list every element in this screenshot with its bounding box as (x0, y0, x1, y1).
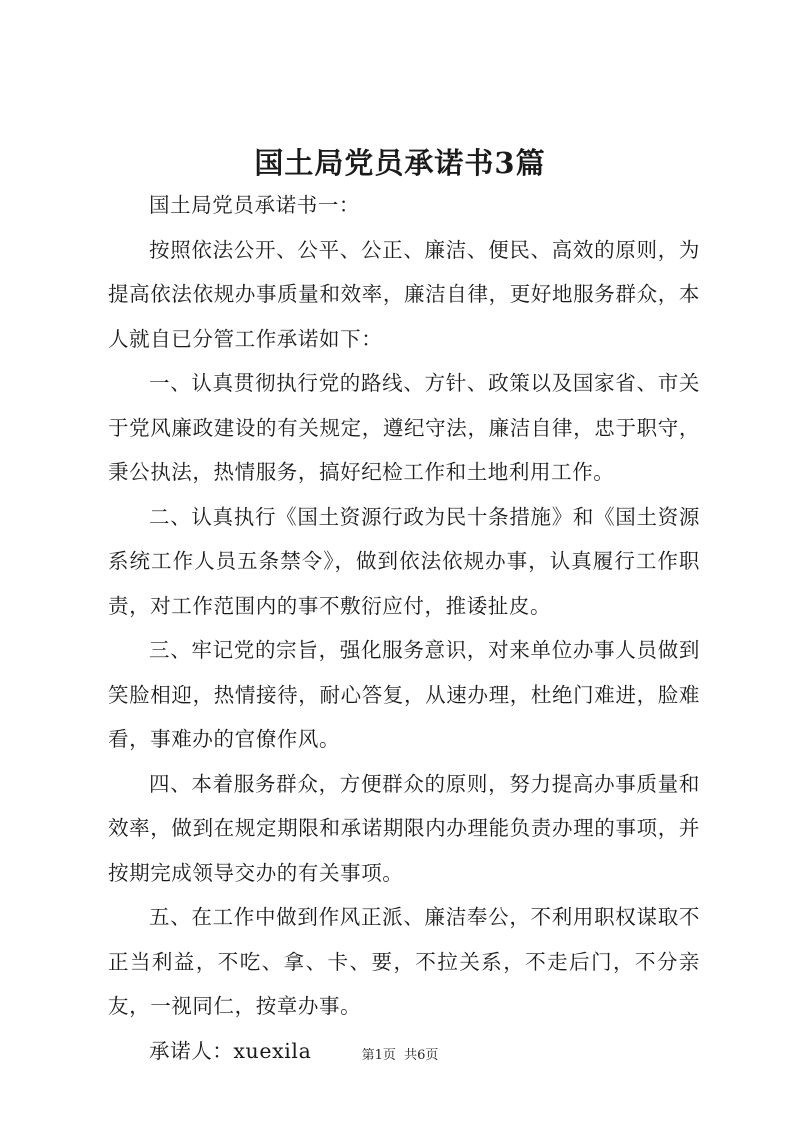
paragraph-heading: 国土局党员承诺书一： (149, 193, 360, 217)
paragraph-item-1: 一、认真贯彻执行党的路线、方针、政策以及国家省、市关于党风廉政建设的有关规定，遵纪守法，廉洁自律，忠于职守，秉公执法，热情服务，搞好纪检工作和土地利用工作。 (108, 371, 700, 484)
page-total: 共6页 (404, 1048, 439, 1063)
paragraph-item-4: 四、本着服务群众，方便群众的原则，努力提高办事质量和效率，做到在规定期限和承诺期限内办理能负责办理的事项，并按期完成领导交办的有关事项。 (108, 771, 700, 885)
document-body (108, 183, 700, 1073)
document-title: 国土局党员承诺书3篇 (254, 146, 546, 180)
paragraph-intro: 按照依法公开、公平、公正、廉洁、便民、高效的原则，为提高依法依规办事质量和效率，廉洁自律，更好地服务群众，本人就自已分管工作承诺如下： (108, 237, 700, 351)
paragraph-item-2: 二、认真执行《国土资源行政为民十条措施》和《国土资源系统工作人员五条禁令》，做到依法依规办事，认真履行工作职责，对工作范围内的事不敷衍应付，推诿扯皮。 (108, 504, 700, 618)
paragraph-item-3: 三、牢记党的宗旨，强化服务意识，对来单位办事人员做到笑脸相迎，热情接待，耐心答复，从速办理，杜绝门难进，脸难看，事难办的官僚作风。 (108, 638, 700, 751)
paragraph-item-5: 五、在工作中做到作风正派、廉洁奉公，不利用职权谋取不正当利益，不吃、拿、卡、要，不拉关系，不走后门，不分亲友，一视同仁，按章办事。 (108, 905, 700, 1018)
signature-line: 承诺人：xuexila (149, 1038, 312, 1063)
page-number: 第1页 (361, 1048, 396, 1063)
page-footer (0, 1046, 800, 1066)
